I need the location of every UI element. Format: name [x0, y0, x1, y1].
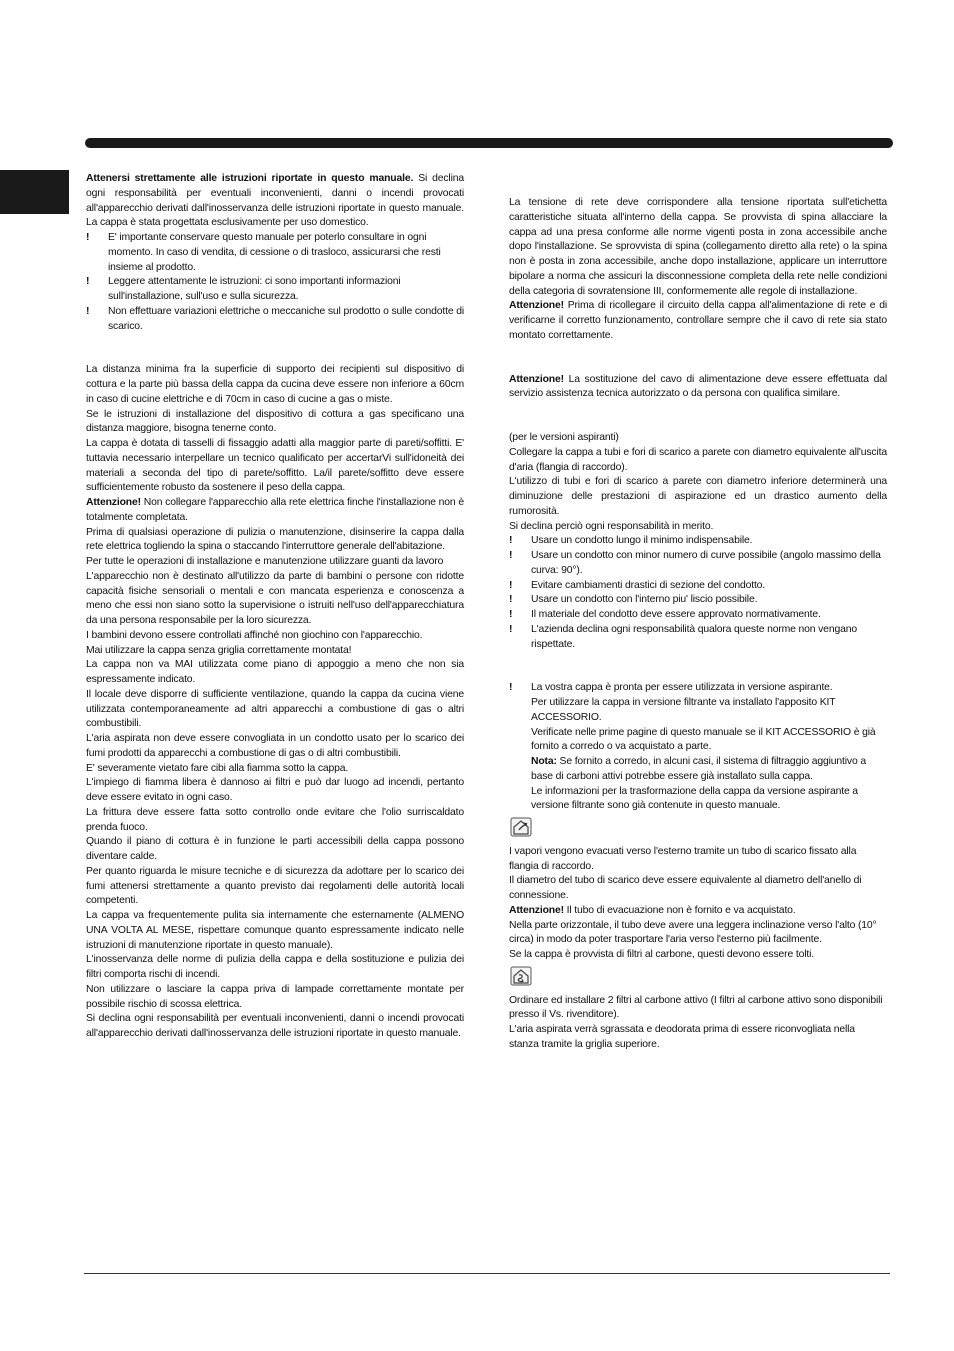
safety-paragraph: L'inosservanza delle norme di pulizia della cappa e della sostituzione e pulizia dei filtri comporta rischi di incendi.: [86, 954, 464, 980]
ducting-paragraph: Nella parte orizzontale, il tubo deve avere una leggera inclinazione verso l'alto (10° circa) in modo da poter trasportare l'aria verso l'esterno più facilmente.: [509, 919, 877, 946]
ducting-paragraph: I vapori vengono evacuati verso l'esterno tramite un tubo di scarico fissato alla flangia di raccordo.: [509, 845, 857, 872]
safety-paragraph: E' severamente vietato fare cibi alla fiamma sotto la cappa.: [86, 762, 349, 774]
section-gap: [86, 334, 464, 363]
ducting-paragraph: Il diametro del tubo di scarico deve essere equivalente al diametro dell'anello di connessione.: [509, 875, 862, 901]
ducting-paragraph: Se la cappa è provvista di filtri al carbone, questi devono essere tolti.: [509, 949, 814, 960]
section-gap: [509, 344, 887, 373]
duct-paragraph: L'utilizzo di tubi e fori di scarico a parete con diametro inferiore determinerà una diminuzione delle prestazioni di aspirazione ed un drastico aumento della rumorosità.: [509, 476, 887, 517]
safety-paragraph: Se le istruzioni di installazione del dispositivo di cottura a gas specificano una distanza maggiore, bisogna tenerne conto.: [86, 408, 464, 435]
ducting-paragraph: Attenzione! Il tubo di evacuazione non è fornito e va acquistato.: [509, 904, 796, 916]
safety-paragraph: Si declina ogni responsabilità per eventuali inconvenienti, danni o incendi provocati all'apparecchio derivati dall'inosservanza delle istruzioni riportate in questo manuale.: [86, 1013, 464, 1039]
section-gap: [509, 402, 887, 431]
safety-paragraph: Attenzione! Non collegare l'apparecchio alla rete elettrica finche l'installazione non è totalmente completata.: [86, 497, 464, 523]
duct-rule: ! Il materiale del condotto deve essere approvato normativamente.: [509, 609, 821, 620]
version-note: ! La vostra cappa è pronta per essere utilizzata in versione aspirante. Per utilizzare la cappa in versione filtrante va installato l'apposito KIT ACCESSORIO. Verificate nelle prime pagine di questo manuale se il KIT ACCESSORIO è già fornito a corredo o va acquistato a parte. Nota: Se fornito a corredo, in alcuni casi, il sistema di filtraggio aggiuntivo a base di carboni attivi potrebbe essere già installato sulla cappa. Le informazioni per la trasformazione della cappa da versione aspirante a versione filtrante sono già contenute in questo manuale.: [509, 682, 876, 812]
safety-paragraph: Quando il piano di cottura è in funzione le parti accessibili della cappa possono diventare calde.: [86, 836, 464, 862]
duct-paragraph: Collegare la cappa a tubi e fori di scarico a parete con diametro equivalente all'uscita d'aria (flangia di raccordo).: [509, 446, 887, 473]
safety-paragraph: L'aria aspirata non deve essere convogliata in un condotto usato per lo scarico dei fumi prodotti da apparecchi a combustione di gas o di altri combustibili.: [86, 733, 464, 759]
warning-item: ! Non effettuare variazioni elettriche o meccaniche sul prodotto o sulle condotte di scarico.: [86, 305, 465, 332]
cable-paragraph: Attenzione! La sostituzione del cavo di alimentazione deve essere effettuata dal servizio assistenza tecnica autorizzato o da persona con qualifica similare.: [509, 373, 887, 400]
safety-paragraph: I bambini devono essere controllati affinché non giochino con l'apparecchio.: [86, 629, 423, 641]
safety-paragraph: Per tutte le operazioni di installazione e manutenzione utilizzare guanti da lavoro: [86, 556, 444, 567]
right-column: [509, 196, 887, 1053]
warning-item: ! Leggere attentamente le istruzioni: ci sono importanti informazioni sull'installazione, sull'uso e sulla sicurezza.: [86, 276, 401, 302]
section-gap: [509, 652, 887, 681]
warning-item: ! E' importante conservare questo manuale per poterlo consultare in ogni momento. In caso di vendita, di cessione o di trasloco, assicurarsi che resti insieme al prodotto.: [86, 232, 441, 273]
safety-paragraph: Il locale deve disporre di sufficiente ventilazione, quando la cappa da cucina viene utilizzata contemporaneamente ad altri apparecchi a combustione di gas o altri combustibili.: [86, 688, 464, 730]
safety-paragraph: La distanza minima fra la superficie di supporto dei recipienti sul dispositivo di cottura e la parte più bassa della cappa da cucina deve essere non inferiore a 60cm in caso di cucine elettriche e di 70cm in caso di cucine a gas o miste.: [86, 364, 464, 405]
safety-paragraph: L'apparecchio non è destinato all'utilizzo da parte di bambini o persone con ridotte capacità fisiche sensoriali o mentali e con mancata esperienza e conoscenza a meno che essi non siano sotto la supervisione o istruiti nell'uso dell'apparecchiatura da una persona responsabile per la loro sicurezza.: [86, 570, 464, 626]
filtering-paragraph: L'aria aspirata verrà sgrassata e deodorata prima di essere riconvogliata nella stanza tramite la griglia superiore.: [509, 1024, 855, 1050]
header-bar: [85, 138, 893, 148]
safety-paragraph: Non utilizzare o lasciare la cappa priva di lampade correttamente montate per possibile rischio di scossa elettrica.: [86, 983, 464, 1010]
filtering-paragraph: Ordinare ed installare 2 filtri al carbone attivo (I filtri al carbone attivo sono disponibili presso il Vs. rivenditore).: [509, 994, 883, 1021]
duct-rule: ! Usare un condotto con minor numero di curve possibile (angolo massimo della curva: 90°).: [509, 550, 881, 576]
left-column: [86, 172, 464, 1042]
duct-rule: ! L'azienda declina ogni responsabilità qualora queste norme non vengano rispettate.: [509, 623, 857, 650]
safety-paragraph: La cappa è dotata di tasselli di fissaggio adatti alla maggior parte di pareti/soffitti. E' tuttavia necessario interpellare un tecnico qualificato per accertarVi sull'idoneità dei materiali a seconda del tipo di parete/soffitto. La/il parete/soffitto deve essere sufficientemente robusto da sostenere il peso della cappa.: [86, 438, 464, 494]
safety-paragraph: Mai utilizzare la cappa senza griglia correttamente montata!: [86, 644, 352, 656]
safety-paragraph: La cappa non va MAI utilizzata come piano di appoggio a meno che non sia espressamente indicato.: [86, 659, 464, 685]
safety-paragraph: Per quanto riguarda le misure tecniche e di sicurezza da adottare per lo scarico dei fumi attenersi strettamente a quanto previsto dai regolamenti delle autorità locali competenti.: [86, 865, 464, 907]
duct-paragraph: Si declina perciò ogni responsabilità in merito.: [509, 520, 714, 532]
duct-rule: ! Usare un condotto lungo il minimo indispensabile.: [509, 535, 753, 547]
electrical-paragraph: La tensione di rete deve corrispondere alla tensione riportata sull'etichetta caratteristiche situata all'interno della cappa. Se provvista di spina allacciare la cappa ad una presa conforme alle norme vigenti posta in zona accessibile anche dopo l'installazione. Se sprovvista di spina (collegamento diretto alla rete) o la spina non è posta in zona accessibile, anche dopo installazione, applicare un interruttore bipolare a norma che assicuri la disconnessione completa della rete nelle condizioni della categoria di sovratensione III, conformemente alle regole di installazione.: [509, 197, 887, 297]
filtering-version-icon: [510, 966, 532, 986]
footer-rule: [84, 1273, 890, 1274]
safety-paragraph: La frittura deve essere fatta sotto controllo onde evitare che l'olio surriscaldato prenda fuoco.: [86, 806, 464, 833]
intro-paragraph: Attenersi strettamente alle istruzioni riportate in questo manuale. Si declina ogni responsabilità per eventuali inconvenienti, danni o incendi provocati all'apparecchio derivati dall'inosservanza delle istruzioni riportate in questo manuale. La cappa è stata progettata esclusivamente per uso domestico.: [86, 173, 464, 229]
electrical-paragraph: Attenzione! Prima di ricollegare il circuito della cappa all'alimentazione di rete e di verificarne il corretto funzionamento, controllare sempre che il cavo di rete sia stato montato correttamente.: [509, 300, 887, 341]
safety-paragraph: La cappa va frequentemente pulita sia internamente che esternamente (ALMENO UNA VOLTA AL MESE, rispettare comunque quanto espressamente indicato nelle istruzioni di manutenzione riportate in questo manuale).: [86, 910, 464, 951]
safety-paragraph: L'impiego di fiamma libera è dannoso ai filtri e può dar luogo ad incendi, pertanto deve essere evitato in ogni caso.: [86, 777, 464, 803]
ducting-version-icon: [510, 817, 532, 837]
language-tab: [0, 170, 69, 214]
duct-rule: ! Usare un condotto con l'interno piu' liscio possibile.: [509, 594, 758, 606]
safety-paragraph: Prima di qualsiasi operazione di pulizia o manutenzione, disinserire la cappa dalla rete elettrica togliendo la spina o staccando l'interruttore generale dell'abitazione.: [86, 526, 464, 553]
duct-paragraph: (per le versioni aspiranti): [509, 432, 619, 443]
duct-rule: ! Evitare cambiamenti drastici di sezione del condotto.: [509, 579, 766, 591]
